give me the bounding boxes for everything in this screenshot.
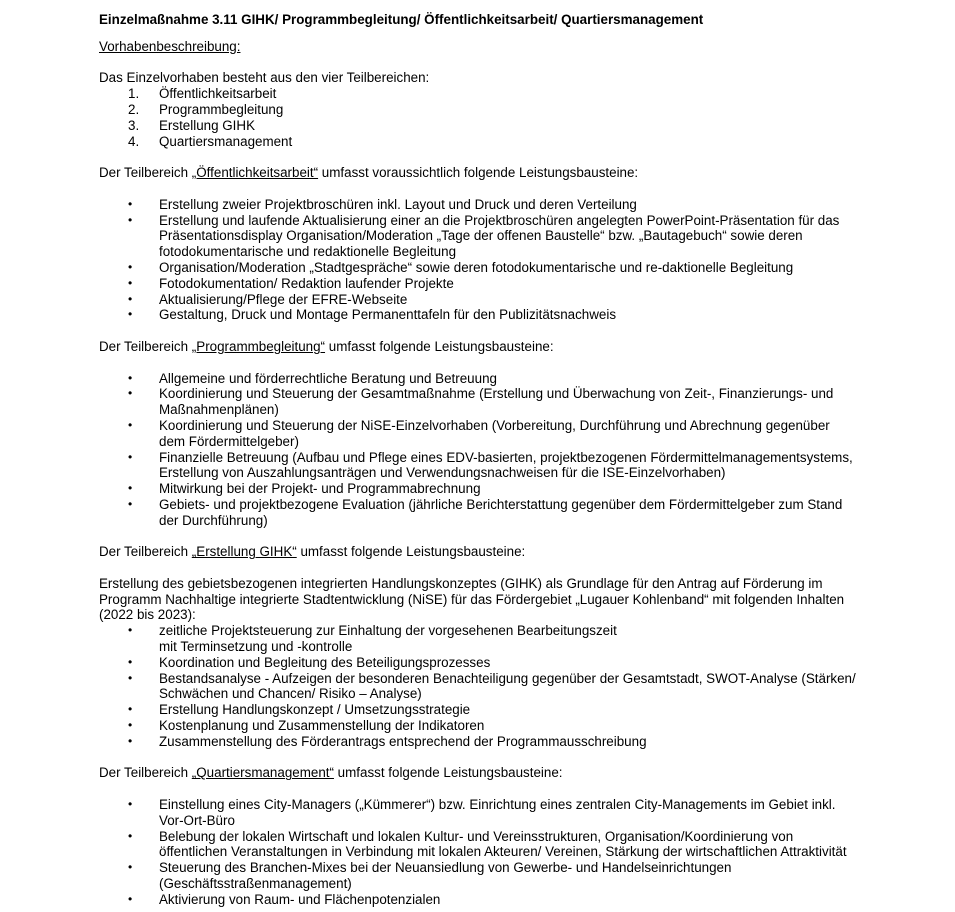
prog-intro: Der Teilbereich „Programmbegleitung“ umfasst folgende Leistungsbausteine: [99,338,554,354]
list-item: • Belebung der lokalen Wirtschaft und lokalen Kultur- und Vereinsstrukturen, Organisation/Koordinierung von öffentlichen Veranstaltungen in Verbindung mit lokalen Akteuren/ Vereinen, Stärkung der wirtschaftlichen Attraktivität [128,828,847,860]
qm-intro: Der Teilbereich „Quartiersmanagement“ umfasst folgende Leistungsbausteine: [99,765,563,781]
list-item: • Koordination und Begleitung des Beteiligungsprozesses [128,654,491,670]
list-item: • Organisation/Moderation „Stadtgespräche“ sowie deren fotodokumentarische und re-daktionelle Begleitung [128,259,794,275]
list-item: • Zusammenstellung des Förderantrags entsprechend der Programmausschreibung [128,733,647,749]
list-item: • Erstellung und laufende Aktualisierung einer an die Projektbroschüren angelegten PowerPoint-Präsentation für das Präsentationsdisplay Organisation/Moderation „Tage der offenen Baustelle“ bzw. „Bautagebuch“ sowie deren fotodokumentarische und redaktionelle Begleitung [128,212,840,260]
list-item: • Kostenplanung und Zusammenstellung der Indikatoren [128,718,485,734]
gihk-list [99,623,859,749]
gihk-paragraph: Erstellung des gebietsbezogenen integrierten Handlungskonzeptes (GIHK) als Grundlage für den Antrag auf Förderung im Programm Nachhaltige integrierte Stadtentwicklung (NiSE) für das Fördergebiet „Lugauer Kohlenband“ mit folgenden Inhalten (2022 bis 2023): [99,575,845,623]
list-item: 2. Programmbegleitung [128,101,284,117]
oeff-list [99,197,859,323]
list-item: • Koordinierung und Steuerung der NiSE-Einzelvorhaben (Vorbereitung, Durchführung und Abrechnung gegenüber dem Fördermittelgeber) [128,417,830,449]
list-item: • Allgemeine und förderrechtliche Beratung und Betreuung [128,370,497,386]
list-item: • Finanzielle Betreuung (Aufbau und Pflege eines EDV-basierten, projektbezogenen Fördermittelmanagementsystems, Erstellung von Auszahlungsanträgen und Verwendungsnachweisen für die ISE-Einzelvorhaben) [128,449,853,481]
list-item: • Aktualisierung/Pflege der EFRE-Webseite [128,291,408,307]
section-heading: Vorhabenbeschreibung: [99,38,241,54]
list-item: • Erstellung Handlungskonzept / Umsetzungsstrategie [128,702,471,718]
list-item: • Bestandsanalyse - Aufzeigen der besonderen Benachteiligung gegenüber der Gesamtstadt, SWOT-Analyse (Stärken/ Schwächen und Chancen/ Risiko – Analyse) [128,670,856,702]
list-item: • Steuerung des Branchen-Mixes bei der Neuansiedlung von Gewerbe- und Handelseinrichtungen (Geschäftsstraßenmanagement) [128,860,732,892]
gihk-intro: Der Teilbereich „Erstellung GIHK“ umfasst folgende Leistungsbausteine: [99,544,526,560]
prog-list [99,371,859,529]
document-title: Einzelmaßnahme 3.11 GIHK/ Programmbegleitung/ Öffentlichkeitsarbeit/ Quartiersmanagement [99,12,704,27]
list-item: • Gestaltung, Druck und Montage Permanenttafeln für den Publizitätsnachweis [128,307,617,323]
intro-text: Das Einzelvorhaben besteht aus den vier Teilbereichen: [99,70,430,86]
list-item: • Fotodokumentation/ Redaktion laufender Projekte [128,275,454,291]
list-item: • Gebiets- und projektbezogene Evaluation (jährliche Berichterstattung gegenüber dem Fördermittelgeber zum Stand der Durchführung) [128,496,843,528]
document-body [99,12,859,908]
list-item: • Mitwirkung bei der Projekt- und Programmabrechnung [128,481,481,497]
list-item: • Aktivierung von Raum- und Flächenpotenzialen [128,891,441,907]
list-item: • Erstellung zweier Projektbroschüren inkl. Layout und Druck und deren Verteilung [128,196,637,212]
subareas-list [99,86,859,149]
list-item: 3. Erstellung GIHK [128,117,256,133]
qm-list [99,797,859,908]
list-item: • Koordinierung und Steuerung der Gesamtmaßnahme (Erstellung und Überwachung von Zeit-, Finanzierungs- und Maßnahmenplänen) [128,386,834,418]
list-item: • Einstellung eines City-Managers („Kümmerer“) bzw. Einrichtung eines zentralen City-Managements im Gebiet inkl. Vor-Ort-Büro [128,797,836,828]
list-item: 4. Quartiersmanagement [128,133,293,149]
oeff-intro: Der Teilbereich „Öffentlichkeitsarbeit“ umfasst voraussichtlich folgende Leistungsbausteine: [99,165,639,181]
list-item: 1. Öffentlichkeitsarbeit [128,86,277,102]
list-item: • zeitliche Projektsteuerung zur Einhaltung der vorgesehenen Bearbeitungszeit mit Terminsetzung und -kontrolle [128,623,617,655]
